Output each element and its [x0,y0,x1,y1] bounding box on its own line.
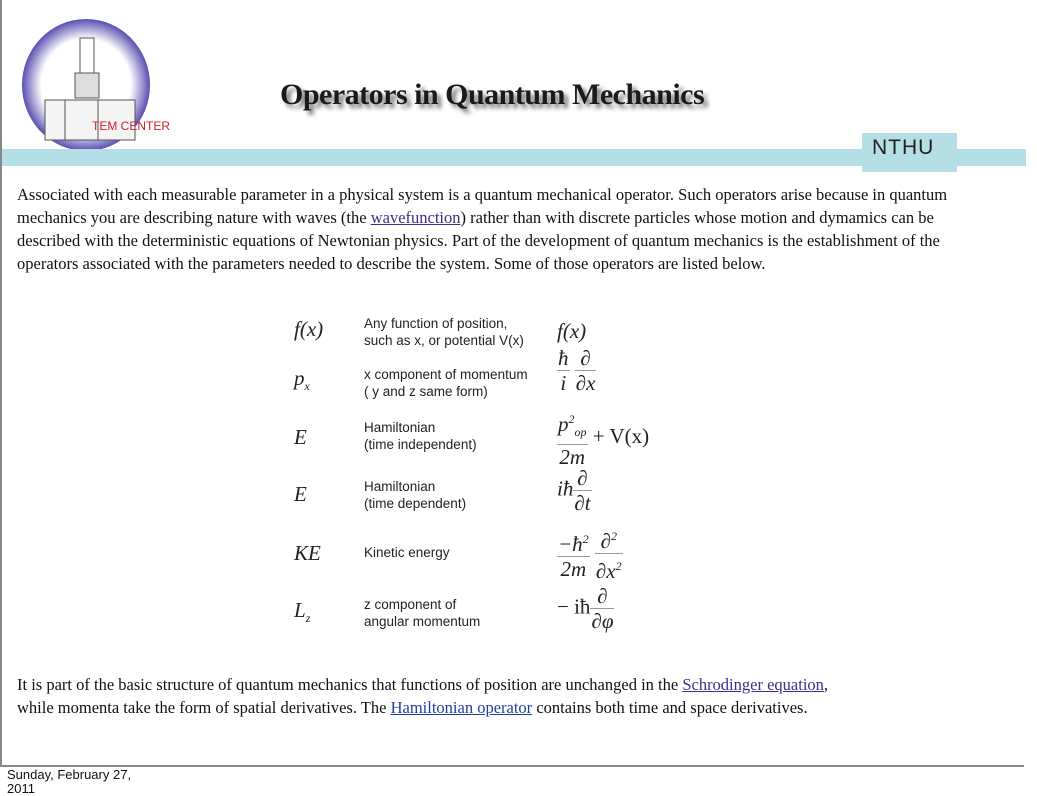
intro-paragraph: Associated with each measurable parameter in a physical system is a quantum mechanical operator. Such operators arise because in quantum mechanics you are describing nature with waves (the wavefunction) rather than with discrete particles whose motion and dymamics can be described with the deterministic equations of Newtonian physics. Part of the development of quantum mechanics is the establishment of the operators associated with the parameters needed to describe the system. Some of those operators are listed below. [17,185,948,273]
wavefunction-link[interactable]: wavefunction [370,208,461,227]
slide: TEM CENTER Operators in Quantum Mechanics NTHU Associated with each measurable parameter in a physical system is a quantum mechanical operator. Such operators arise because in quantum mechanics you are describing nature with waves (the wavefunction) rather than with discrete particles whose motion and dymamics can be described with the deterministic equations of Newtonian physics. Part of the development of quantum mechanics is the establishment of the operators associated with the parameters needed to describe the system. Some of those operators are listed below. f(x) Any function of position, such as x, or potential V(x) f(x) $p_x$ x component of momentum ( y and z same form) $\frac{ħ}{i}$ $\frac{\partial}{\partial x}$ E Hamiltonian (time independent) $\frac{p^2_{op}}{2m}$ + V(x) E Hamiltonian (time dependent) iħ $\frac{\partial}{\partial t}$ KE Kinetic energy $\frac{-ħ^2}{2m}$ $\frac{\partial^2}{\partial x^2}$ $L_z$ z component of angular momentum − iħ $\frac{\partial}{\partial\varphi}$ It is part of the basic structure of quantum mechanics that functions of position are unchanged in the Schrodinger equation, while momenta take the form of spatial derivatives. The Hamiltonian operator contains both time and space derivatives. [0,0,1024,767]
date-footer: Sunday, February 27, 2011 [7,767,132,796]
schrodinger-equation-link[interactable]: Schrodinger equation [682,675,824,694]
tem-center-logo [20,18,170,153]
hamiltonian-operator-link[interactable]: Hamiltonian operator [390,698,533,717]
svg-text:TEM CENTER: TEM CENTER [92,119,170,133]
closing-paragraph: It is part of the basic structure of quantum mechanics that functions of position are unchanged in the Schrodinger equation, while momenta take the form of spatial derivatives. The Hamiltonian operator contains both time and space derivatives. [17,675,829,717]
nthu-badge: NTHU [862,133,957,172]
page-title: Operators in Quantum Mechanics [280,78,705,111]
